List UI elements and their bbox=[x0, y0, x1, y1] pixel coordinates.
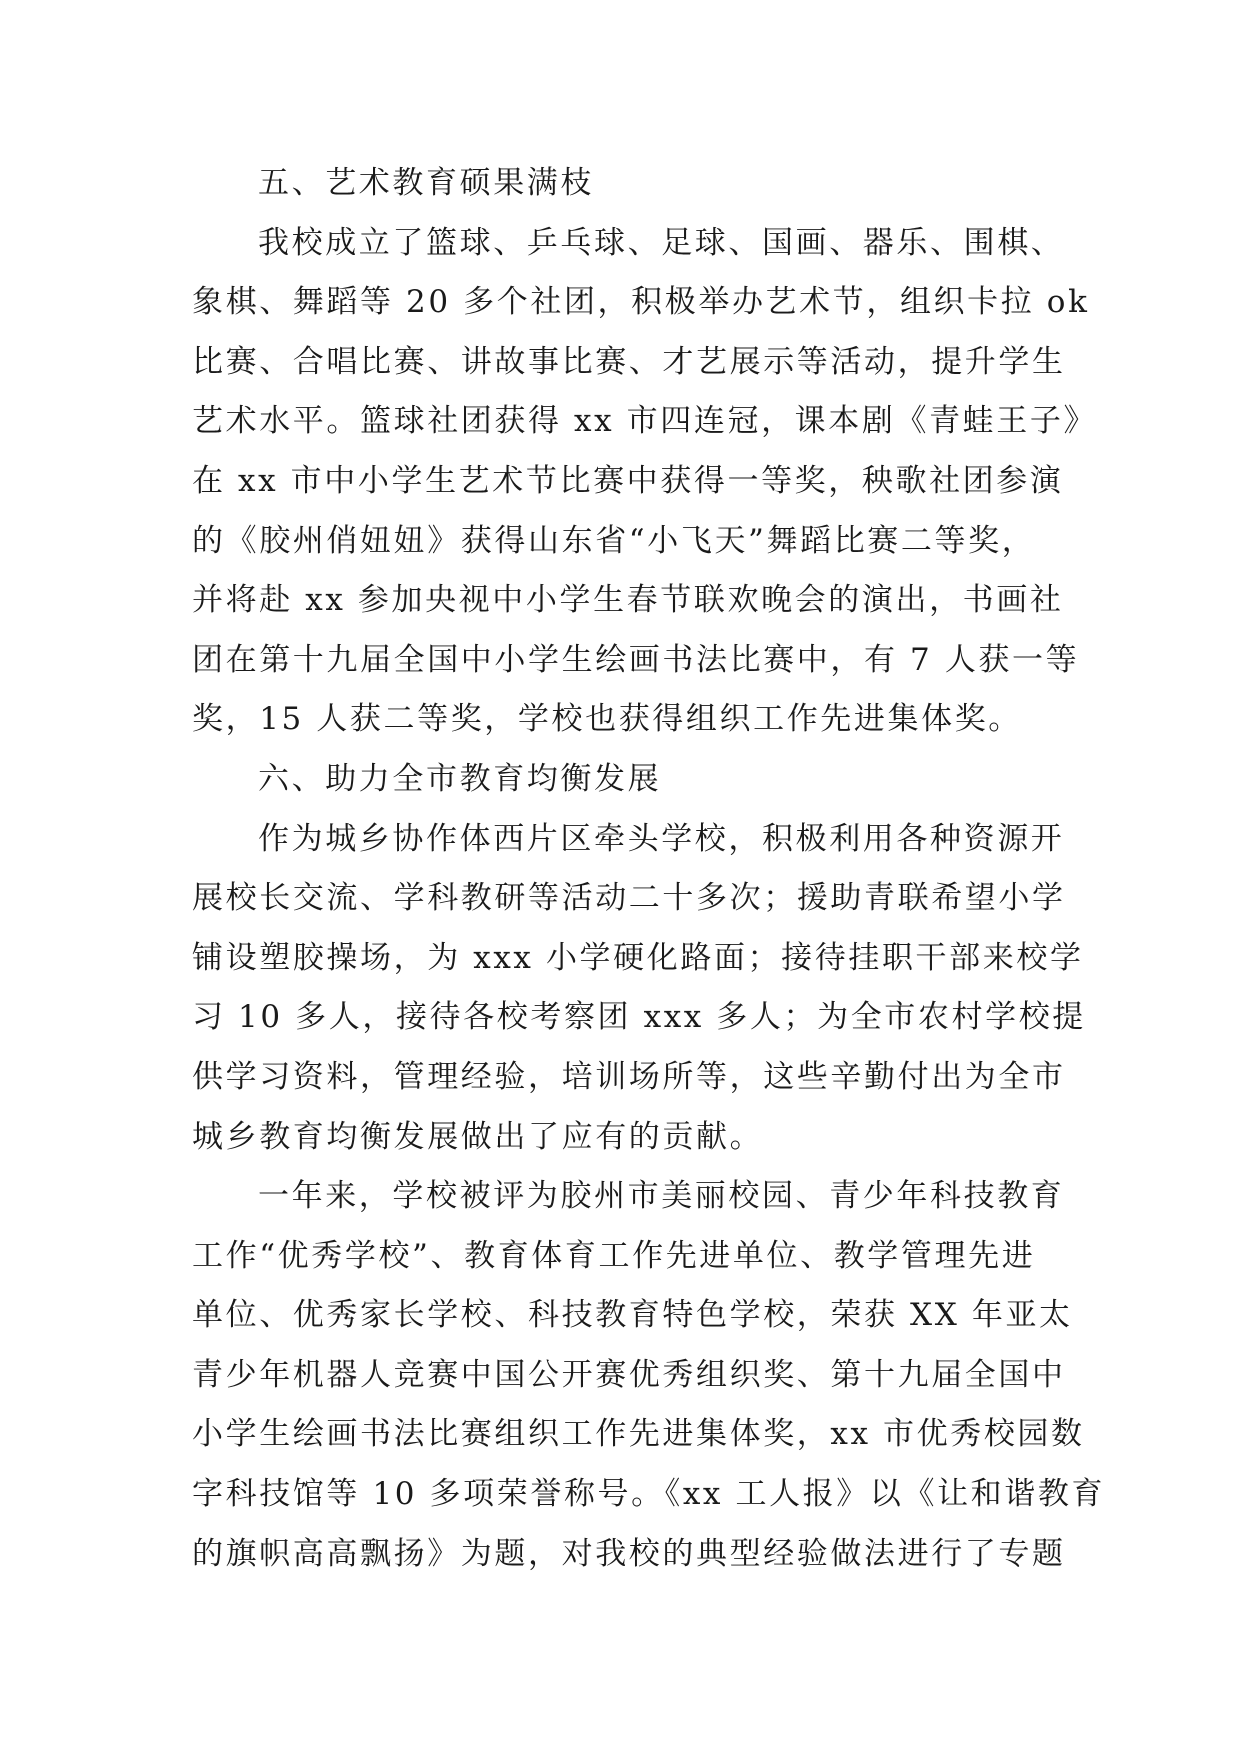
paragraph-line: 城乡教育均衡发展做出了应有的贡献。 bbox=[192, 1118, 764, 1155]
paragraph-line: 一年来，学校被评为胶州市美丽校园、青少年科技教育 bbox=[258, 1178, 1065, 1215]
paragraph-line: 青少年机器人竞赛中国公开赛优秀组织奖、第十九届全国中 bbox=[192, 1356, 1066, 1393]
document-body bbox=[192, 154, 1106, 1584]
paragraph-line: 象棋、舞蹈等 20 多个社团，积极举办艺术节，组织卡拉 ok bbox=[192, 284, 1090, 321]
paragraph-line: 字科技馆等 10 多项荣誉称号。《xx 工人报》以《让和谐教育 bbox=[192, 1476, 1106, 1513]
paragraph-line: 单位、优秀家长学校、科技教育特色学校，荣获 XX 年亚太 bbox=[192, 1297, 1073, 1334]
paragraph-line: 习 10 多人，接待各校考察团 xxx 多人；为全市农村学校提 bbox=[192, 999, 1086, 1036]
paragraph-line: 在 xx 市中小学生艺术节比赛中获得一等奖，秧歌社团参演 bbox=[192, 462, 1064, 499]
paragraph-line: 团在第十九届全国中小学生绘画书法比赛中，有 7 人获一等 bbox=[192, 641, 1080, 678]
section-heading-art-education: 五、艺术教育硕果满枝 bbox=[258, 165, 594, 201]
paragraph-line: 并将赴 xx 参加央视中小学生春节联欢晚会的演出，书画社 bbox=[192, 582, 1064, 619]
paragraph-line: 供学习资料，管理经验，培训场所等，这些辛勤付出为全市 bbox=[192, 1058, 1066, 1095]
paragraph-line: 奖，15 人获二等奖，学校也获得组织工作先进集体奖。 bbox=[192, 701, 1022, 738]
paragraph-line: 工作“优秀学校”、教育体育工作先进单位、教学管理先进 bbox=[192, 1237, 1036, 1274]
paragraph-line: 艺术水平。篮球社团获得 xx 市四连冠，课本剧《青蛙王子》 bbox=[192, 403, 1098, 440]
paragraph-line: 小学生绘画书法比赛组织工作先进集体奖，xx 市优秀校园数 bbox=[192, 1416, 1085, 1453]
paragraph-line: 的旗帜高高飘扬》为题，对我校的典型经验做法进行了专题 bbox=[192, 1535, 1066, 1572]
paragraph-line: 作为城乡协作体西片区牵头学校，积极利用各种资源开 bbox=[258, 820, 1065, 857]
paragraph-line: 展校长交流、学科教研等活动二十多次；援助青联希望小学 bbox=[192, 880, 1066, 917]
paragraph-line: 比赛、合唱比赛、讲故事比赛、才艺展示等活动，提升学生 bbox=[192, 343, 1066, 380]
paragraph-line: 铺设塑胶操场，为 xxx 小学硬化路面；接待挂职干部来校学 bbox=[192, 939, 1084, 976]
section-heading-balanced-development: 六、助力全市教育均衡发展 bbox=[258, 760, 662, 797]
paragraph-line: 我校成立了篮球、乒乓球、足球、国画、器乐、围棋、 bbox=[258, 224, 1065, 261]
paragraph-line: 的《胶州俏妞妞》获得山东省“小飞天”舞蹈比赛二等奖， bbox=[192, 522, 1036, 559]
